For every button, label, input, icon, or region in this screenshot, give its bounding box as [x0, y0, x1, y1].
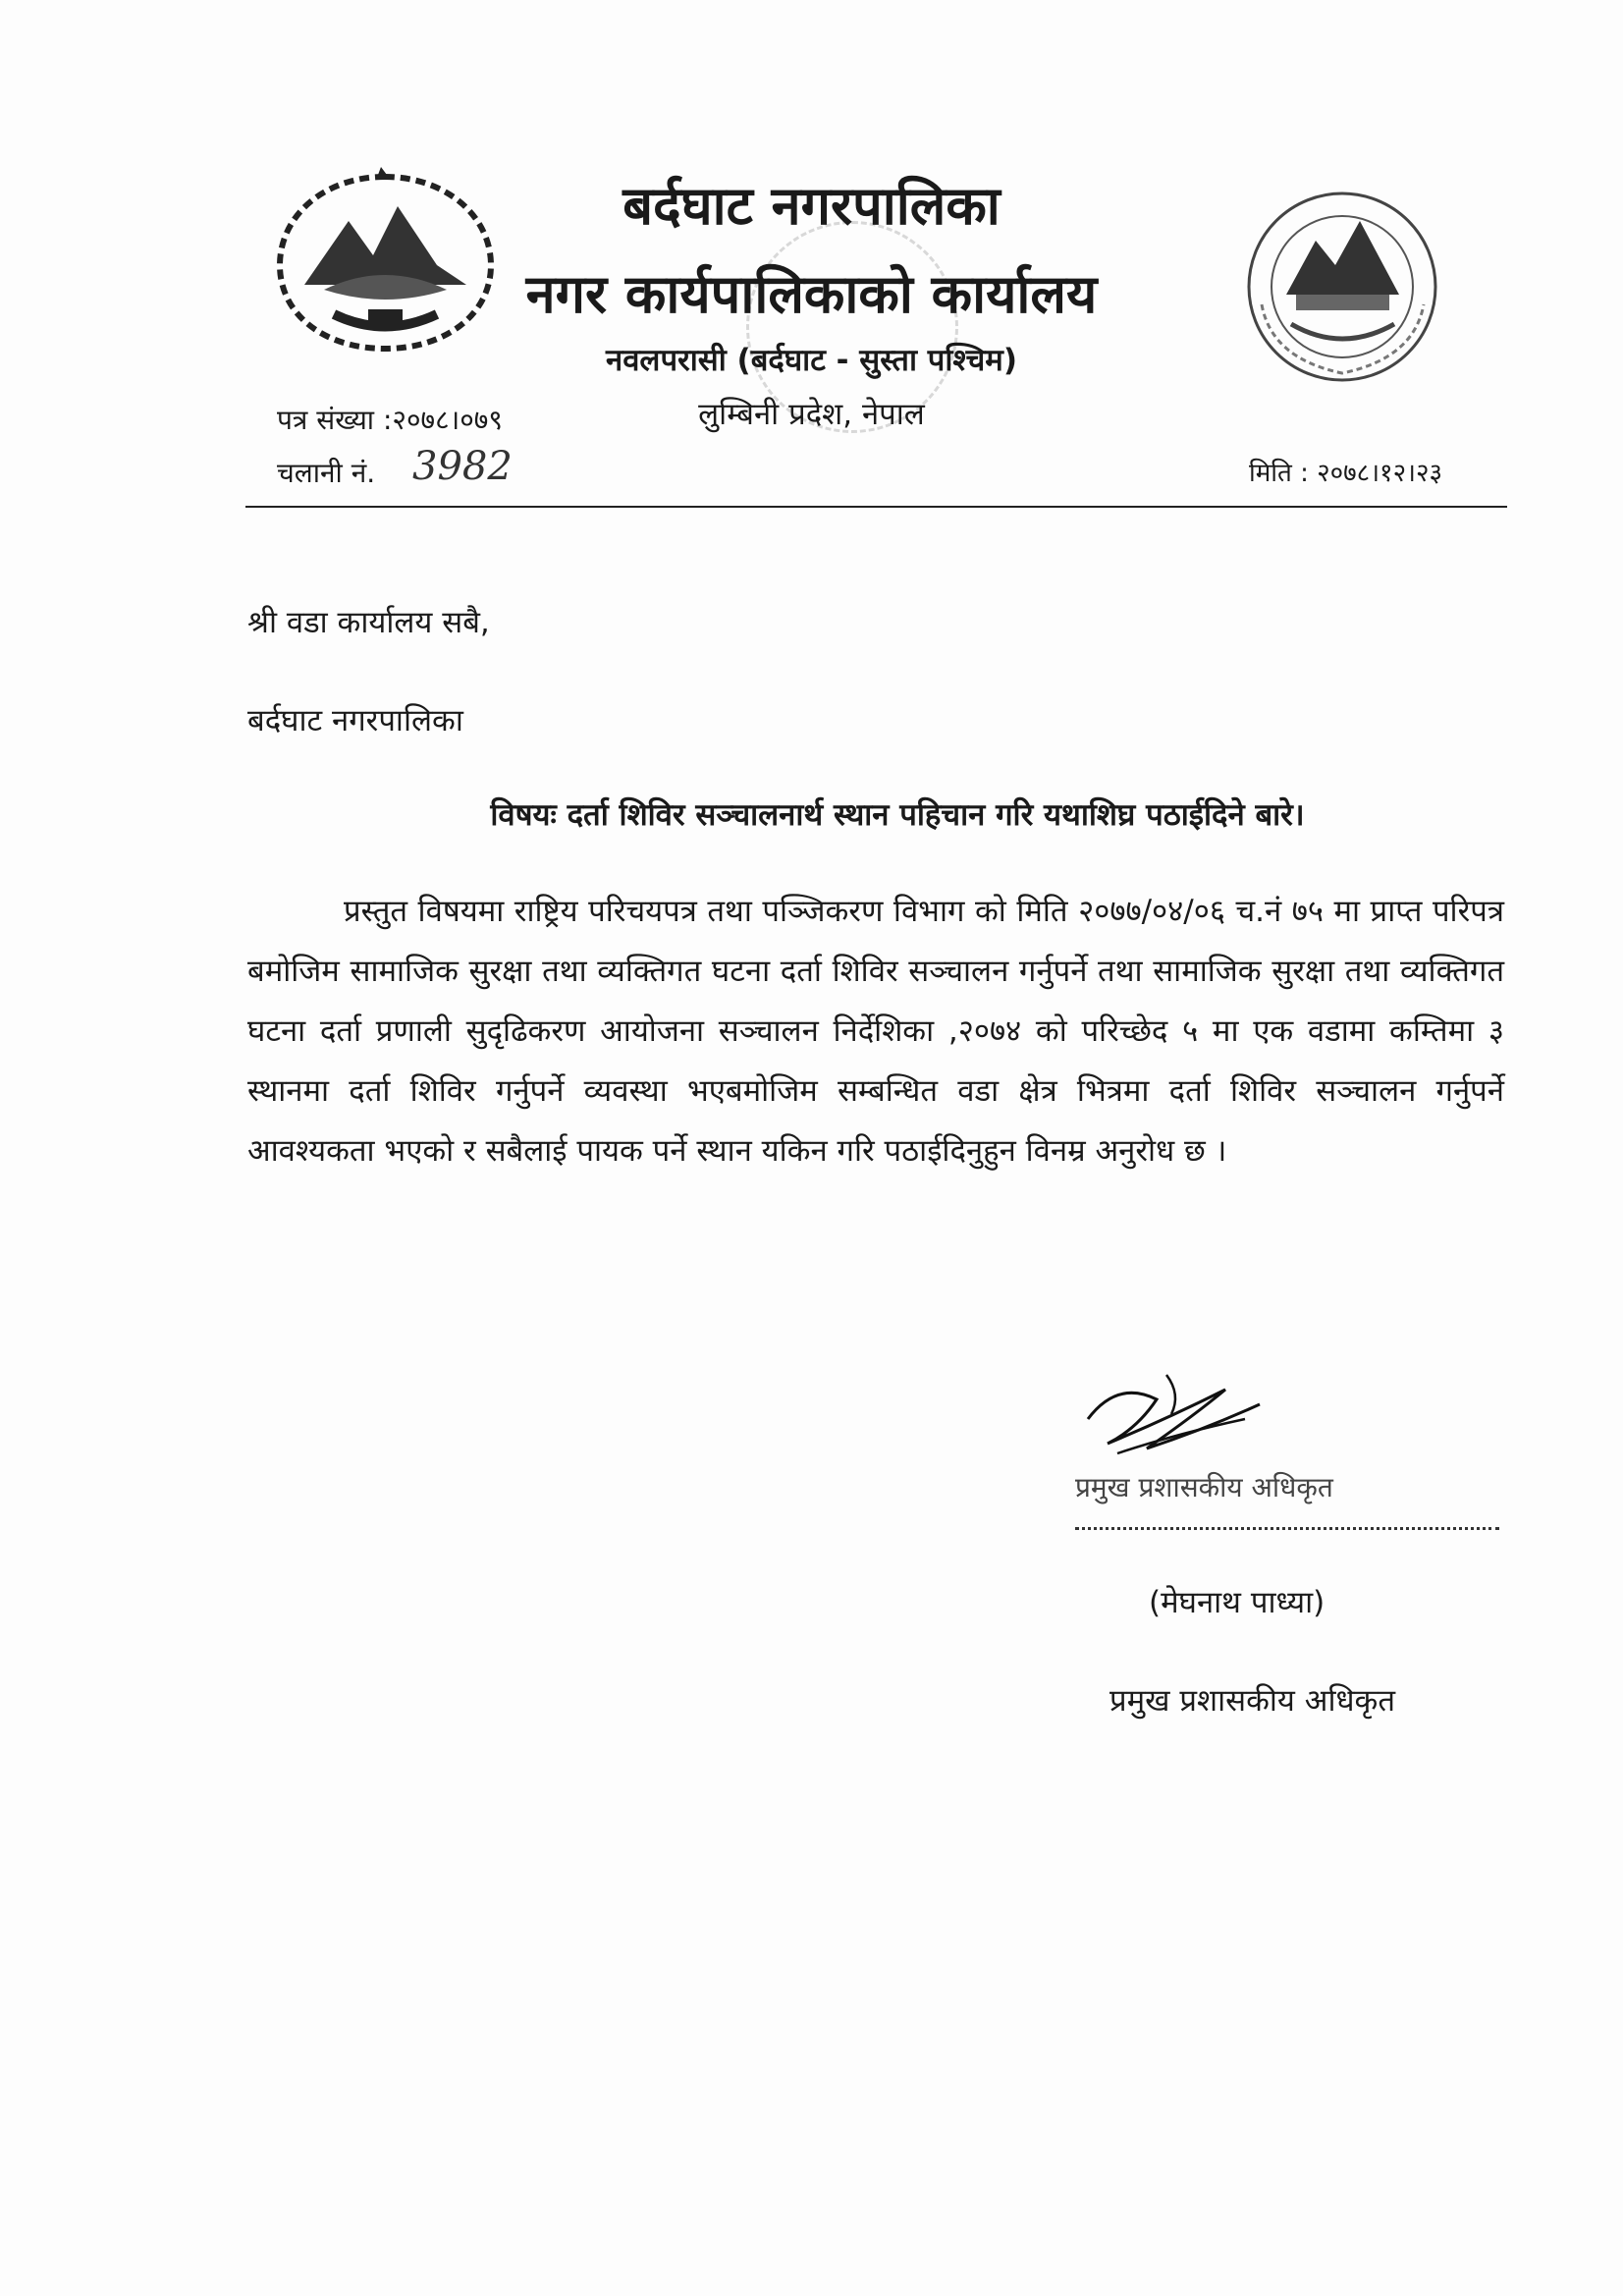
subject-line: विषयः दर्ता शिविर सञ्चालनार्थ स्थान पहिचान गरि यथाशिघ्र पठाईदिने बारे। [490, 797, 1305, 833]
office-subtitle: नगर कार्यपालिकाको कार्यालय [525, 263, 1098, 325]
dispatch-label: चलानी नं. [277, 457, 376, 489]
district-line: नवलपरासी (बर्दघाट - सुस्ता पश्चिम) [605, 343, 1018, 378]
dispatch-number-handwritten: 3982 [412, 444, 513, 489]
addressee-line-1: श्री वडा कार्यालय सबै, [247, 605, 490, 640]
signature-dotted-line [1075, 1527, 1499, 1530]
signature-title-faded: प्रमुख प्रशासकीय अधिकृत [1075, 1471, 1333, 1503]
addressee-line-2: बर्दघाट नगरपालिका [247, 703, 463, 738]
header-divider [245, 506, 1507, 508]
letter-date: मिति : २०७८।१२।२३ [1249, 459, 1442, 488]
letter-number: पत्र संख्या :२०७८।०७९ [277, 404, 503, 436]
letter-body: प्रस्तुत विषयमा राष्ट्रिय परिचयपत्र तथा पञ्जिकरण विभाग को मिति २०७७/०४/०६ च.नं ७५ मा प्राप्त परिपत्र बमोजिम सामाजिक सुरक्षा तथा व्यक्तिगत घटना दर्ता शिविर सञ्चालन गर्नुपर्ने तथा सामाजिक सुरक्षा तथा व्यक्तिगत घटना दर्ता प्रणाली सुदृढिकरण आयोजना सञ्चालन निर्देशिका ,२०७४ को परिच्छेद ५ मा एक वडामा कम्तिमा ३ स्थानमा दर्ता शिविर गर्नुपर्ने व्यवस्था भएबमोजिम सम्बन्धित वडा क्षेत्र भित्रमा दर्ता शिविर सञ्चालन गर्नुपर्ने आवश्यकता भएको र सबैलाई पायक पर्ने स्थान यकिन गरि पठाईदिनुहुन विनम्र अनुरोध छ । [247, 894, 1504, 1169]
province-line: लुम्बिनी प्रदेश, नेपाल [698, 397, 925, 432]
signature-icon [1078, 1360, 1270, 1468]
signer-name: (मेघनाथ पाध्या) [1149, 1585, 1325, 1620]
signer-title: प्रमुख प्रशासकीय अधिकृत [1109, 1683, 1396, 1719]
office-name: बर्दघाट नगरपालिका [622, 175, 1001, 237]
